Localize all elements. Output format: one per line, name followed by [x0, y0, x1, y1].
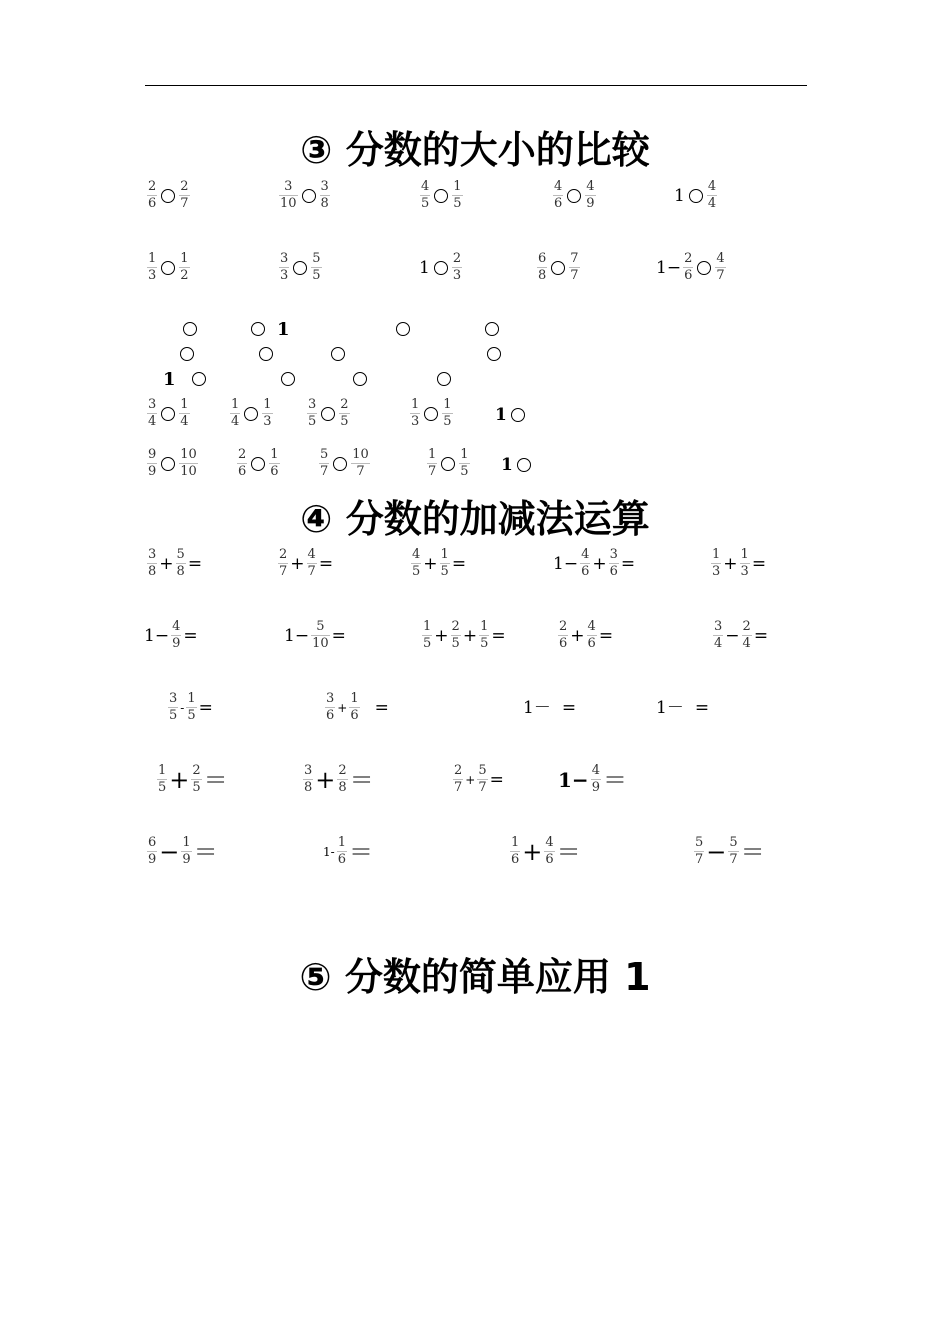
- compare-circle[interactable]: [293, 261, 307, 275]
- fraction: $\frac{4}{5}$: [412, 547, 421, 579]
- fraction: $\frac{2}{6}$: [559, 619, 568, 651]
- compare-circle[interactable]: [281, 372, 295, 386]
- arithmetic-item: [146, 548, 203, 579]
- expression-prefix: 1−: [558, 767, 589, 792]
- fraction: $\frac{7}{7}$: [570, 251, 579, 283]
- compare-circle[interactable]: [183, 322, 197, 336]
- comparison-item: [552, 180, 597, 211]
- arithmetic-item: [421, 620, 507, 651]
- fraction: $\frac{4}{7}$: [716, 251, 725, 283]
- fraction: $\frac{4}{7}$: [307, 547, 316, 579]
- fraction: $\frac{1}{5}$: [480, 619, 489, 651]
- arithmetic-item: [146, 836, 219, 867]
- arithmetic-item: [167, 692, 214, 723]
- fraction: $\frac{3}{10}$: [280, 179, 297, 211]
- section-title-addsub: ④ 分数的加减法运算: [300, 497, 650, 541]
- arithmetic-item: [710, 548, 767, 579]
- expression-prefix: 1－: [523, 698, 551, 718]
- fraction: $\frac{2}{6}$: [148, 179, 157, 211]
- fraction: $\frac{1}{4}$: [180, 397, 189, 429]
- fraction: $\frac{5}{7}$: [320, 447, 329, 479]
- comparison-item: [229, 398, 274, 429]
- compare-circle[interactable]: [487, 347, 501, 361]
- arithmetic-item: [557, 764, 628, 795]
- operator: +: [423, 553, 438, 574]
- fraction: $\frac{2}{4}$: [742, 619, 751, 651]
- equals-sign: ＝: [203, 765, 228, 794]
- fraction: $\frac{3}{6}$: [326, 691, 335, 723]
- equals-sign: =: [187, 553, 203, 574]
- expression-prefix: 1−: [553, 553, 579, 574]
- compare-circle[interactable]: [424, 407, 438, 421]
- equals-sign: ＝: [602, 765, 627, 794]
- compare-circle[interactable]: [551, 261, 565, 275]
- compare-circle[interactable]: [353, 372, 367, 386]
- fraction: $\frac{1}{6}$: [337, 835, 346, 867]
- fraction: $\frac{1}{5}$: [187, 691, 196, 723]
- expression-prefix: 1−: [144, 625, 170, 646]
- compare-circle[interactable]: [161, 407, 175, 421]
- fraction: $\frac{6}{9}$: [148, 835, 157, 867]
- arithmetic-item: [557, 620, 614, 651]
- equals-sign: ＝: [740, 837, 765, 866]
- fraction: $\frac{2}{5}$: [192, 763, 201, 795]
- fraction: $\frac{1}{3}$: [263, 397, 272, 429]
- compare-circle[interactable]: [333, 457, 347, 471]
- compare-circle[interactable]: [302, 189, 316, 203]
- arithmetic-item: [452, 764, 505, 795]
- comparison-item: [146, 448, 199, 479]
- fraction: $\frac{4}{6}$: [587, 619, 596, 651]
- comparison-item: [146, 252, 191, 283]
- operator: +: [570, 625, 585, 646]
- comparison-item: [146, 180, 191, 211]
- compare-circle[interactable]: [161, 261, 175, 275]
- section-title-application: ⑤ 分数的简单应用 1: [299, 955, 651, 999]
- arithmetic-item: [712, 620, 769, 651]
- comparison-item: [426, 448, 471, 479]
- comparison-item: [655, 252, 727, 283]
- whole-number: 1: [495, 405, 507, 425]
- fraction: $\frac{4}{9}$: [591, 763, 600, 795]
- fraction: $\frac{1}{7}$: [428, 447, 437, 479]
- fraction: $\frac{4}{6}$: [545, 835, 554, 867]
- compare-circle[interactable]: [251, 457, 265, 471]
- compare-circle[interactable]: [161, 457, 175, 471]
- compare-circle[interactable]: [689, 189, 703, 203]
- operator: +: [465, 772, 476, 787]
- fraction: $\frac{1}{6}$: [270, 447, 279, 479]
- operator: +: [337, 700, 348, 715]
- top-rule: [145, 85, 807, 86]
- comparison-item: [146, 398, 191, 429]
- operator: -: [180, 700, 185, 715]
- fraction: $\frac{1}{5}$: [443, 397, 452, 429]
- fraction: $\frac{3}{4}$: [148, 397, 157, 429]
- arithmetic-item: [156, 764, 229, 795]
- compare-circle[interactable]: [434, 261, 448, 275]
- compare-circle[interactable]: [441, 457, 455, 471]
- fraction: $\frac{9}{9}$: [148, 447, 157, 479]
- fraction: $\frac{2}{7}$: [180, 179, 189, 211]
- operator: −: [725, 625, 740, 646]
- compare-circle[interactable]: [259, 347, 273, 361]
- arithmetic-item: [283, 620, 347, 651]
- fraction: $\frac{2}{8}$: [338, 763, 347, 795]
- fraction: $\frac{3}{4}$: [714, 619, 723, 651]
- operator: +: [169, 765, 190, 794]
- operator: −: [159, 837, 180, 866]
- operator: +: [462, 625, 478, 646]
- expression-prefix: 1−: [284, 625, 310, 646]
- equals-sign: =: [331, 625, 346, 646]
- arithmetic-item: [143, 620, 199, 651]
- fraction: $\frac{1}{4}$: [231, 397, 240, 429]
- compare-circle[interactable]: [161, 189, 175, 203]
- section-title-comparison: ③ 分数的大小的比较: [300, 128, 650, 172]
- fraction: $\frac{1}{5}$: [440, 547, 449, 579]
- fraction: $\frac{4}{6}$: [581, 547, 590, 579]
- equals-sign: =: [198, 697, 213, 718]
- fraction: $\frac{1}{5}$: [158, 763, 167, 795]
- equals-sign: =: [694, 698, 710, 718]
- equals-sign: =: [183, 625, 198, 646]
- operator: +: [592, 553, 607, 574]
- operator: +: [315, 765, 336, 794]
- fraction: $\frac{3}{8}$: [320, 179, 329, 211]
- compare-circle[interactable]: [697, 261, 711, 275]
- compare-circle[interactable]: [192, 372, 206, 386]
- arithmetic-item: [277, 548, 334, 579]
- expression-prefix: 1−: [656, 257, 682, 278]
- equals-sign: ＝: [348, 837, 373, 866]
- fraction: $\frac{4}{4}$: [707, 179, 717, 211]
- fraction: $\frac{2}{7}$: [454, 763, 463, 795]
- comparison-item: [418, 252, 463, 283]
- equals-sign: =: [753, 625, 769, 646]
- fraction: $\frac{1}{2}$: [180, 251, 189, 283]
- whole-number: 1: [163, 369, 176, 390]
- compare-circle[interactable]: [485, 322, 499, 336]
- fraction: $\frac{1}{3}$: [148, 251, 157, 283]
- operator: +: [723, 553, 738, 574]
- arithmetic-item: [552, 548, 636, 579]
- arithmetic-item: [693, 836, 766, 867]
- arithmetic-item: [410, 548, 467, 579]
- arithmetic-item: [509, 836, 582, 867]
- comparison-item: [306, 398, 351, 429]
- operator: +: [434, 625, 449, 646]
- compare-circle[interactable]: [180, 347, 194, 361]
- compare-circle[interactable]: [437, 372, 451, 386]
- fraction: $\frac{1}{3}$: [740, 547, 749, 579]
- fraction: $\frac{3}{6}$: [609, 547, 618, 579]
- comparison-item: [494, 405, 528, 425]
- fraction: $\frac{10}{10}$: [180, 447, 197, 479]
- equals-sign: =: [751, 553, 767, 574]
- arithmetic-item: [322, 836, 374, 867]
- arithmetic-item: [324, 692, 390, 723]
- fraction: $\frac{2}{7}$: [279, 547, 288, 579]
- equals-sign: =: [318, 553, 334, 574]
- fraction: $\frac{3}{5}$: [308, 397, 317, 429]
- arithmetic-item: [302, 764, 375, 795]
- fraction: $\frac{2}{6}$: [238, 447, 247, 479]
- whole-number: 1: [277, 319, 290, 340]
- comparison-item: [419, 180, 464, 211]
- fraction: $\frac{2}{5}$: [340, 397, 349, 429]
- compare-circle[interactable]: [517, 458, 531, 472]
- comparison-item: [278, 252, 323, 283]
- fraction: $\frac{2}{5}$: [451, 619, 460, 651]
- operator: +: [290, 553, 305, 574]
- fraction: $\frac{3}{5}$: [169, 691, 178, 723]
- equals-sign: =: [491, 625, 506, 646]
- comparison-item: [409, 398, 454, 429]
- compare-circle[interactable]: [251, 322, 265, 336]
- compare-circle[interactable]: [567, 189, 581, 203]
- arithmetic-item: [522, 698, 577, 718]
- comparison-item: [673, 180, 718, 211]
- fraction: $\frac{5}{10}$: [312, 619, 329, 651]
- equals-sign: =: [489, 769, 504, 790]
- fraction: $\frac{1}{3}$: [411, 397, 420, 429]
- arithmetic-item: [655, 698, 710, 718]
- fraction: $\frac{5}{8}$: [176, 547, 185, 579]
- compare-circle[interactable]: [511, 408, 525, 422]
- equals-sign: =: [451, 553, 467, 574]
- fraction: $\frac{1}{5}$: [453, 179, 462, 211]
- fraction: $\frac{5}{7}$: [695, 835, 704, 867]
- operator: +: [522, 837, 543, 866]
- whole-number: 1: [674, 185, 685, 206]
- whole-number: 1: [501, 455, 513, 475]
- fraction: $\frac{5}{7}$: [729, 835, 738, 867]
- fraction: $\frac{2}{3}$: [452, 251, 462, 283]
- equals-sign: ＝: [193, 837, 218, 866]
- fraction: $\frac{3}{8}$: [304, 763, 313, 795]
- equals-sign: =: [620, 553, 636, 574]
- compare-circle[interactable]: [321, 407, 335, 421]
- compare-circle[interactable]: [244, 407, 258, 421]
- fraction: $\frac{4}{9}$: [172, 619, 181, 651]
- fraction: $\frac{1}{6}$: [511, 835, 520, 867]
- fraction: $\frac{1}{5}$: [460, 447, 469, 479]
- comparison-item: [236, 448, 281, 479]
- comparison-item: [278, 180, 331, 211]
- equals-sign: =: [374, 697, 389, 718]
- whole-number: 1: [419, 257, 430, 278]
- equals-sign: =: [598, 625, 614, 646]
- fraction: $\frac{3}{8}$: [148, 547, 157, 579]
- fraction: $\frac{4}{5}$: [421, 179, 430, 211]
- compare-circle[interactable]: [331, 347, 345, 361]
- fraction: $\frac{5}{5}$: [312, 251, 321, 283]
- expression-prefix: 1－: [656, 698, 684, 718]
- expression-prefix: 1-: [323, 844, 335, 859]
- equals-sign: =: [561, 698, 577, 718]
- operator: −: [706, 837, 727, 866]
- compare-circle[interactable]: [434, 189, 448, 203]
- compare-circle[interactable]: [396, 322, 410, 336]
- fraction: $\frac{5}{7}$: [478, 763, 487, 795]
- fraction: $\frac{1}{3}$: [712, 547, 721, 579]
- operator: +: [159, 553, 174, 574]
- fraction: $\frac{6}{8}$: [538, 251, 547, 283]
- fraction: $\frac{1}{5}$: [423, 619, 432, 651]
- fraction: $\frac{4}{6}$: [554, 179, 563, 211]
- fraction: $\frac{1}{6}$: [350, 691, 359, 723]
- comparison-item: [536, 252, 581, 283]
- equals-sign: ＝: [349, 765, 374, 794]
- comparison-item: [500, 455, 534, 475]
- fraction: $\frac{10}{7}$: [352, 447, 369, 479]
- equals-sign: ＝: [556, 837, 581, 866]
- fraction: $\frac{4}{9}$: [586, 179, 595, 211]
- comparison-item: [318, 448, 371, 479]
- fraction: $\frac{1}{9}$: [182, 835, 191, 867]
- fraction: $\frac{3}{3}$: [280, 251, 289, 283]
- fraction: $\frac{2}{6}$: [684, 251, 693, 283]
